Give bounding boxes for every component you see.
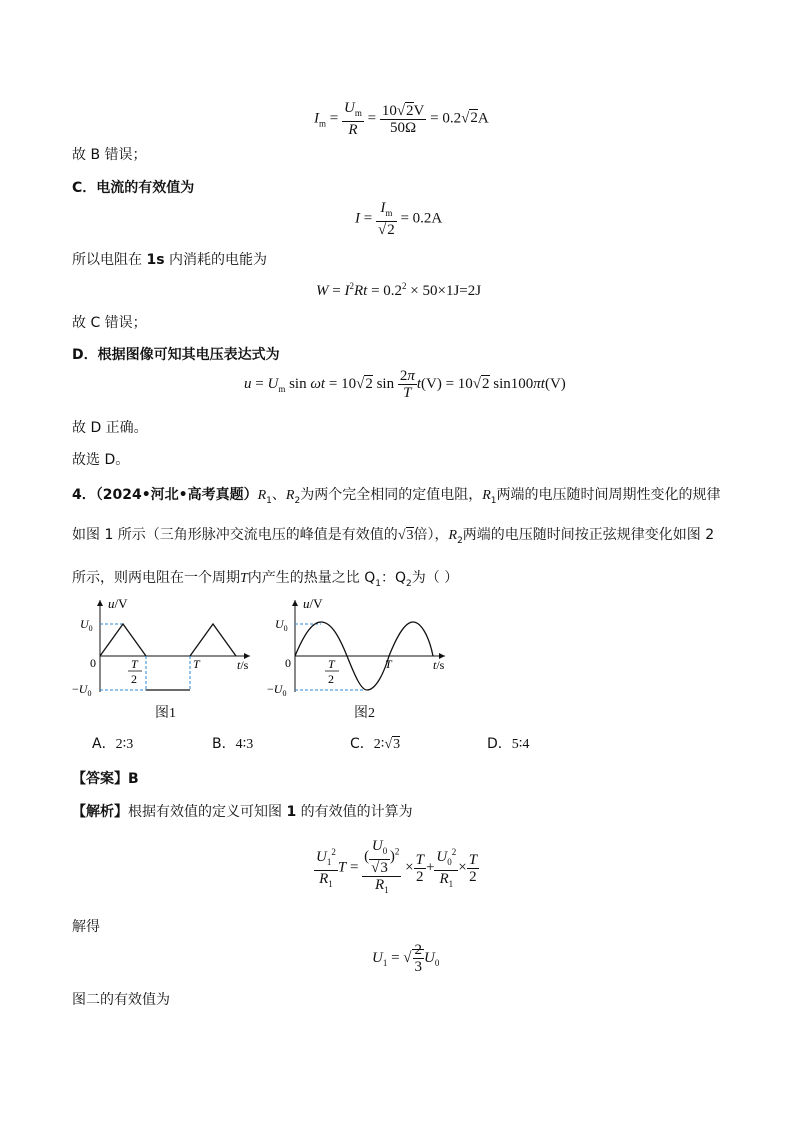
- svg-text:2: 2: [328, 672, 334, 686]
- answer-line: [72, 768, 139, 788]
- question-text: 倍），: [413, 527, 449, 543]
- figure-1-triangle-pulse: [70, 596, 260, 696]
- origin-label: 0: [285, 656, 291, 670]
- text-line-b-wrong: 故 B 错误；: [72, 147, 147, 163]
- answer-label: 【答案】: [72, 771, 128, 787]
- text-line-c-wrong: 故 C 错误；: [72, 315, 147, 331]
- text-line-option-d: D．根据图像可知其电压表达式为: [72, 347, 280, 363]
- svg-text:t/s: t/s: [433, 658, 445, 672]
- svg-text:T: T: [131, 657, 138, 671]
- question-source: 4．（2024•河北•高考真题）: [72, 487, 258, 503]
- u0-label: $U_0$: [80, 617, 93, 633]
- u0-label: $U_0$: [275, 617, 288, 633]
- option-a[interactable]: [92, 733, 133, 753]
- svg-text:2: 2: [131, 672, 137, 686]
- triangle-wave: [100, 624, 146, 656]
- svg-text:T: T: [385, 657, 392, 671]
- question-4-line-1: 4．（2024•河北•高考真题）$R_1$、$R_2$为两个完全相同的定值电阻，$R_1$两端的电压随时间周期性变化的规律: [72, 487, 721, 506]
- option-value: 4∶3: [235, 737, 254, 752]
- option-d[interactable]: [487, 733, 529, 753]
- option-letter: B．: [212, 736, 236, 752]
- equation-heat-balance: $\frac{U_1^2}{R_1}$ T = ( $\frac{U_0}{√3}$ )$^2$ $R_1$ × $\frac{T}{2}$ + $\frac{U_0^2}{R_1}$ × $\frac{T}{2}$: [316, 838, 478, 895]
- option-value: 2∶3: [115, 737, 134, 752]
- neg-u0-label: $-U_0$: [267, 682, 287, 696]
- question-text: 所示，则两电阻在一个周期: [72, 570, 240, 586]
- question-4-line-3: 所示，则两电阻在一个周期T内产生的热量之比 $Q_1$：$Q_2$为（ ）: [72, 570, 459, 589]
- question-text: 如图 1 所示（三角形脉冲交流电压的峰值是有效值的: [72, 527, 398, 543]
- question-text: 两端的电压随时间周期性变化的规律: [496, 487, 721, 503]
- option-letter: C．: [350, 736, 374, 752]
- y-axis-label: u/V: [303, 596, 323, 611]
- text-line-d-right: 故 D 正确。: [72, 420, 148, 436]
- equation-effective-current: I = $\frac{I_m}{√2}$ = 0.2A: [355, 200, 443, 238]
- figure-2-sine-wave: [265, 596, 460, 696]
- equation-voltage-expression: $u = U_m$ sin ωt = 10√2 sin $\frac{2\pi}{T}$ t(V) = 10√2 sin100πt(V): [244, 368, 566, 401]
- origin-label: 0: [90, 656, 96, 670]
- figure-2-caption: 图2: [354, 706, 375, 721]
- text-line-solve: 解得: [72, 919, 100, 935]
- analysis-label: 【解析】: [72, 804, 128, 820]
- equation-u1: $U_1$ = √ $\frac{2}{3}$ $U_0$: [372, 942, 440, 975]
- y-axis-label: u/V: [108, 596, 128, 611]
- question-4-line-2: 如图 1 所示（三角形脉冲交流电压的峰值是有效值的√3倍），$R_2$两端的电压随时间按正弦规律变化如图 2: [72, 527, 715, 546]
- option-value: 2∶: [373, 737, 385, 752]
- option-value: 5∶4: [511, 737, 530, 752]
- text-line-energy: 所以电阻在 1s 内消耗的电能为: [72, 252, 267, 268]
- answer-value: B: [128, 771, 139, 787]
- analysis-text: 根据有效值的定义可知图 1 的有效值的计算为: [128, 804, 413, 820]
- option-c[interactable]: C．2∶√3: [350, 736, 401, 752]
- text-line-choose: 故选 D。: [72, 452, 130, 468]
- text-line-fig2: 图二的有效值为: [72, 992, 170, 1008]
- svg-text:t/s: t/s: [237, 658, 249, 672]
- option-letter: D．: [487, 736, 512, 752]
- question-text: 为（ ）: [411, 570, 459, 586]
- question-text: 内产生的热量之比 Q: [247, 570, 376, 586]
- svg-text:T: T: [328, 657, 335, 671]
- equation-peak-current: $I_m$ = $\frac{U_m}{R}$ = $\frac{10√2V}{50\Omega}$ = 0.2√2A: [314, 100, 489, 138]
- svg-text:T: T: [193, 657, 200, 671]
- analysis-line: [72, 801, 413, 821]
- text-line-option-c: C．电流的有效值为: [72, 180, 195, 196]
- option-b[interactable]: [212, 733, 253, 753]
- equation-energy: $W = I^2Rt = 0.2^2 \times 50\times 1J=2J$: [316, 281, 482, 299]
- triangle-wave-2: [190, 624, 236, 656]
- option-letter: A．: [92, 736, 116, 752]
- question-text: 为两个完全相同的定值电阻，: [300, 487, 483, 503]
- neg-u0-label: $-U_0$: [72, 682, 92, 696]
- question-text: 两端的电压随时间按正弦规律变化如图 2: [462, 527, 715, 543]
- figure-1-caption: 图1: [155, 706, 176, 721]
